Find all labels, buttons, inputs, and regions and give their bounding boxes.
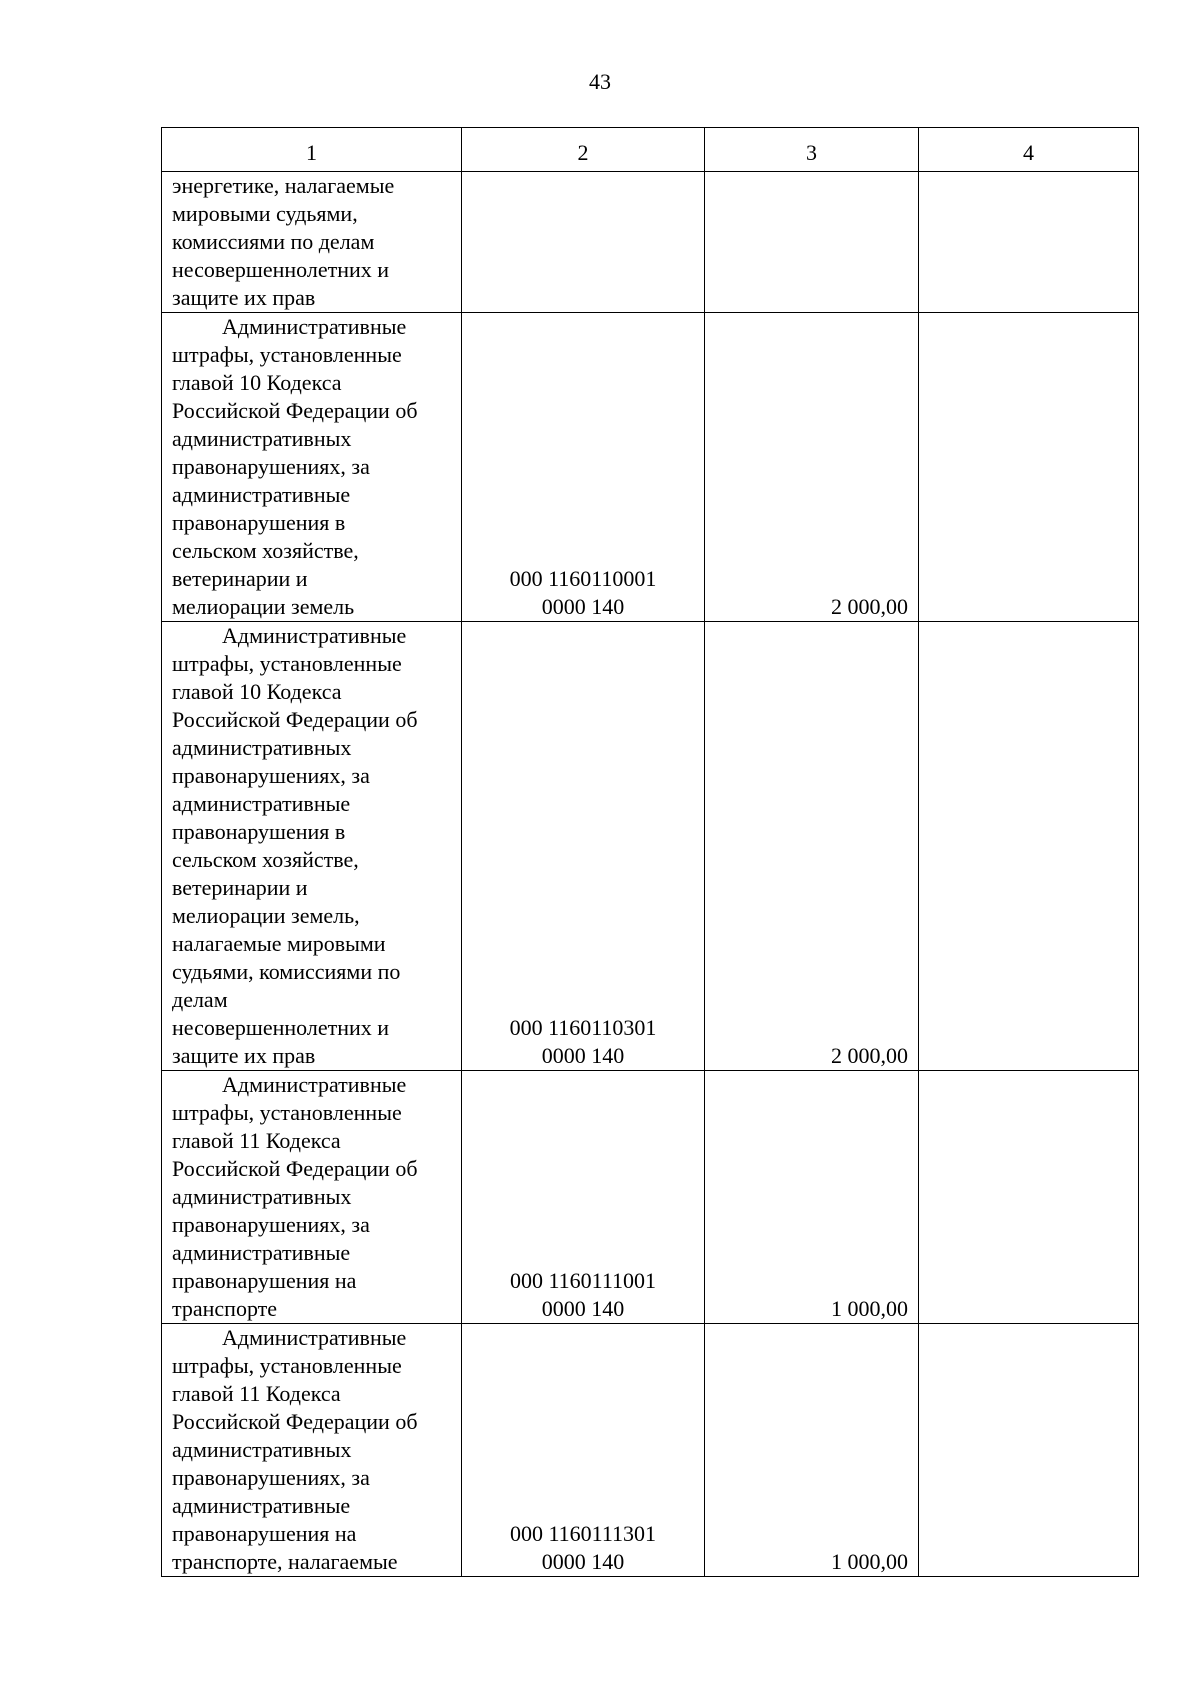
description-line: несовершеннолетних и	[172, 257, 390, 282]
description-line: комиссиями по делам	[172, 229, 375, 254]
description-line	[172, 1324, 457, 1352]
description-line: сельском хозяйстве,	[172, 847, 359, 872]
column-4-cell	[919, 1324, 1139, 1577]
description-line: правонарушениях, за	[172, 1465, 370, 1490]
description-line-text: Административные	[222, 1325, 407, 1350]
table-row	[162, 622, 1139, 1071]
description-line	[172, 622, 457, 650]
description-cell	[162, 172, 462, 313]
description-line	[172, 1071, 457, 1099]
description-cell	[162, 622, 462, 1071]
description-line: административных	[172, 426, 352, 451]
description-line: налагаемые мировыми	[172, 931, 386, 956]
description-line: административных	[172, 1437, 352, 1462]
column-4-cell	[919, 622, 1139, 1071]
description-line: мелиорации земель	[172, 594, 355, 619]
description-line: делам	[172, 987, 228, 1012]
description-line: транспорте	[172, 1296, 278, 1321]
budget-code-cell	[462, 1324, 705, 1577]
description-line: административные	[172, 791, 351, 816]
budget-code-line: 0000 140	[541, 594, 625, 619]
column-header-3: 3	[705, 128, 919, 172]
amount-cell: 1 000,00	[705, 1071, 919, 1324]
description-line: ветеринарии и	[172, 566, 308, 591]
description-line: правонарушениях, за	[172, 763, 370, 788]
description-line: сельском хозяйстве,	[172, 538, 359, 563]
budget-code-line: 000 1160110301	[509, 1015, 657, 1040]
table-row	[162, 313, 1139, 622]
description-line: штрафы, установленные	[172, 651, 402, 676]
description-line: правонарушениях, за	[172, 1212, 370, 1237]
description-line: главой 11 Кодекса	[172, 1128, 341, 1153]
description-line-text: Административные	[222, 314, 407, 339]
description-line: административных	[172, 1184, 352, 1209]
budget-code-line: 000 1160111301	[509, 1521, 657, 1546]
description-line: правонарушения в	[172, 819, 346, 844]
description-line: правонарушения в	[172, 510, 346, 535]
column-4-cell	[919, 313, 1139, 622]
table-row	[162, 1071, 1139, 1324]
description-line: штрафы, установленные	[172, 1100, 402, 1125]
description-line	[172, 313, 457, 341]
description-line: главой 10 Кодекса	[172, 370, 342, 395]
table-row	[162, 172, 1139, 313]
amount-cell: 2 000,00	[705, 622, 919, 1071]
description-line: штрафы, установленные	[172, 342, 402, 367]
description-line: главой 10 Кодекса	[172, 679, 342, 704]
budget-code-line: 000 1160110001	[509, 566, 657, 591]
page-number: 43	[589, 69, 611, 94]
description-line: судьями, комиссиями по	[172, 959, 401, 984]
budget-code-line: 0000 140	[541, 1549, 625, 1574]
description-cell	[162, 1324, 462, 1577]
column-header-2: 2	[462, 128, 705, 172]
amount-cell: 2 000,00	[705, 313, 919, 622]
description-line: правонарушения на	[172, 1268, 357, 1293]
description-line: Российской Федерации об	[172, 707, 418, 732]
table-header-row	[162, 128, 1139, 172]
description-line: административные	[172, 1240, 351, 1265]
description-line-text: Административные	[222, 1072, 407, 1097]
description-line: правонарушения на	[172, 1521, 357, 1546]
column-header-4: 4	[919, 128, 1139, 172]
budget-code-cell	[462, 622, 705, 1071]
budget-code-cell	[462, 172, 705, 313]
description-line: Российской Федерации об	[172, 1156, 418, 1181]
description-line: мелиорации земель,	[172, 903, 360, 928]
description-line-text: Административные	[222, 623, 407, 648]
budget-code-cell	[462, 1071, 705, 1324]
description-line: главой 11 Кодекса	[172, 1381, 341, 1406]
description-line: транспорте, налагаемые	[172, 1549, 398, 1574]
column-header-1: 1	[162, 128, 462, 172]
description-line: административных	[172, 735, 352, 760]
budget-table	[161, 127, 1139, 1577]
amount-cell: 1 000,00	[705, 1324, 919, 1577]
description-line: Российской Федерации об	[172, 398, 418, 423]
budget-code-line: 0000 140	[541, 1043, 625, 1068]
description-line: несовершеннолетних и	[172, 1015, 390, 1040]
description-cell	[162, 1071, 462, 1324]
description-line: энергетике, налагаемые	[172, 173, 395, 198]
amount-cell	[705, 172, 919, 313]
column-4-cell	[919, 1071, 1139, 1324]
description-line: ветеринарии и	[172, 875, 308, 900]
column-4-cell	[919, 172, 1139, 313]
budget-code-cell	[462, 313, 705, 622]
description-line: мировыми судьями,	[172, 201, 358, 226]
description-line: административные	[172, 1493, 351, 1518]
description-line: административные	[172, 482, 351, 507]
description-cell	[162, 313, 462, 622]
table-row	[162, 1324, 1139, 1577]
budget-code-line: 0000 140	[541, 1296, 625, 1321]
description-line: защите их прав	[172, 1043, 316, 1068]
budget-code-line: 000 1160111001	[509, 1268, 657, 1293]
description-line: Российской Федерации об	[172, 1409, 418, 1434]
description-line: защите их прав	[172, 285, 316, 310]
description-line: правонарушениях, за	[172, 454, 370, 479]
description-line: штрафы, установленные	[172, 1353, 402, 1378]
